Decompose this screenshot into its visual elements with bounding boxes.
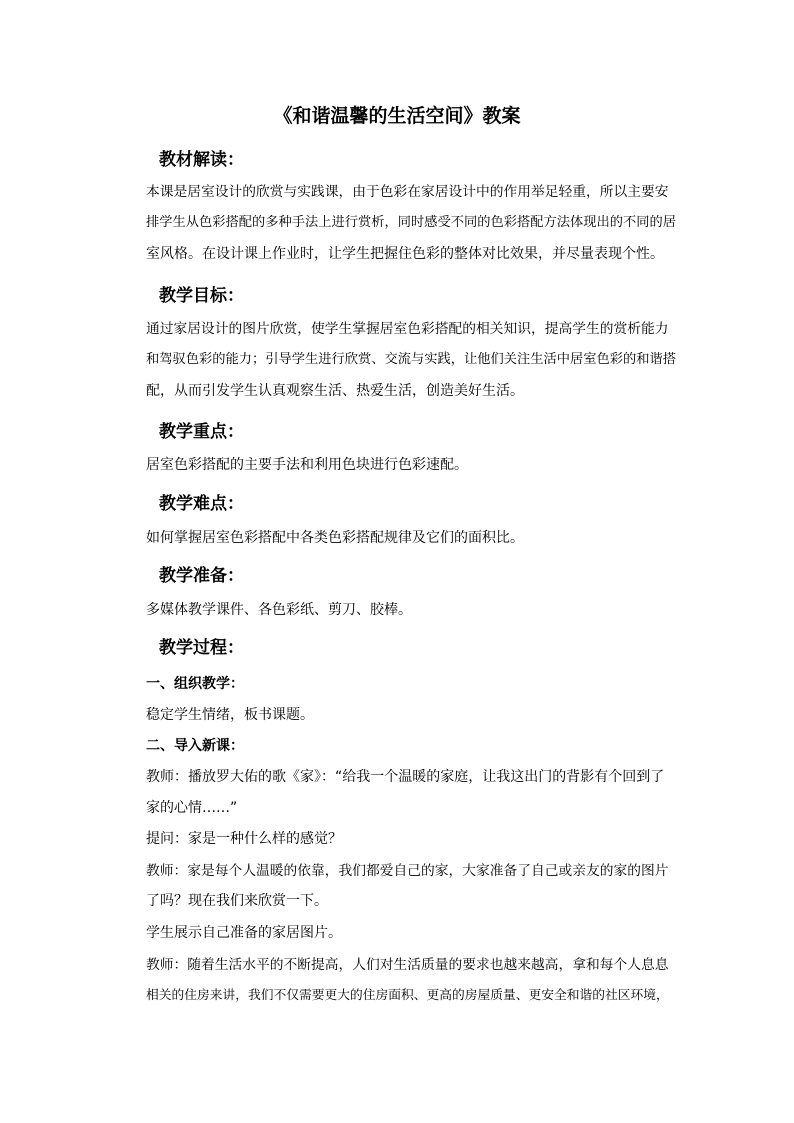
paragraph-line: 教师：播放罗大佑的歌《家》：“给我一个温暖的家庭，让我这出门的背影有个回到了 [146, 769, 665, 785]
section-heading-teaching-process: 教学过程： [159, 638, 244, 658]
paragraph-line: 教师：随着生活水平的不断提高，人们对生活质量的要求也越来越高，拿和每个人息息 [146, 957, 669, 973]
document-title: 《和谐温馨的生活空间》教案 [273, 105, 521, 127]
step-heading-introduction: 二、导入新课： [146, 738, 244, 754]
paragraph-line: 和驾驭色彩的能力；引导学生进行欣赏、交流与实践，让他们关注生活中居室色彩的和谐搭 [146, 352, 677, 367]
paragraph-line: 了吗？现在我们来欣赏一下。 [146, 893, 328, 909]
paragraph-line: 本课是居室设计的欣赏与实践课，由于色彩在家居设计中的作用举足轻重，所以主要安 [146, 184, 669, 200]
paragraph-line: 如何掌握居室色彩搭配中各类色彩搭配规律及它们的面积比。 [146, 530, 524, 546]
section-heading-key-points: 教学重点： [159, 422, 244, 442]
section-heading-preparation: 教学准备： [159, 566, 244, 586]
section-heading-difficulties: 教学难点： [159, 494, 244, 514]
paragraph-line: 多媒体教学课件、各色彩纸、剪刀、胶棒。 [146, 602, 412, 618]
paragraph-line: 通过家居设计的图片欣赏，使学生掌握居室色彩搭配的相关知识，提高学生的赏析能力 [146, 321, 669, 337]
section-heading-teaching-goals: 教学目标： [159, 286, 244, 306]
paragraph-line: 居室色彩搭配的主要手法和利用色块进行色彩速配。 [146, 457, 468, 473]
paragraph-line: 家的心情……” [146, 800, 238, 816]
paragraph-line: 提问：家是一种什么样的感觉？ [146, 831, 342, 847]
paragraph-line: 学生展示自己准备的家居图片。 [146, 925, 342, 941]
paragraph-line: 教师：家是每个人温暖的依靠，我们都爱自己的家，大家准备了自己或亲友的家的图片 [146, 863, 669, 879]
paragraph-line: 配，从而引发学生认真观察生活、热爱生活，创造美好生活。 [146, 383, 524, 399]
paragraph-line: 相关的住房来讲，我们不仅需要更大的住房面积、更高的房屋质量、更安全和谐的社区环境， [146, 988, 669, 1003]
paragraph-line: 室风格。在设计课上作业时，让学生把握住色彩的整体对比效果，并尽量表现个性。 [146, 246, 664, 262]
paragraph-line: 排学生从色彩搭配的多种手法上进行赏析，同时感受不同的色彩搭配方法体现出的不同的居 [146, 215, 677, 230]
section-heading-textbook-analysis: 教材解读： [159, 150, 244, 170]
step-heading-organize: 一、组织教学： [146, 676, 244, 692]
paragraph-line: 稳定学生情绪，板书课题。 [146, 707, 314, 723]
